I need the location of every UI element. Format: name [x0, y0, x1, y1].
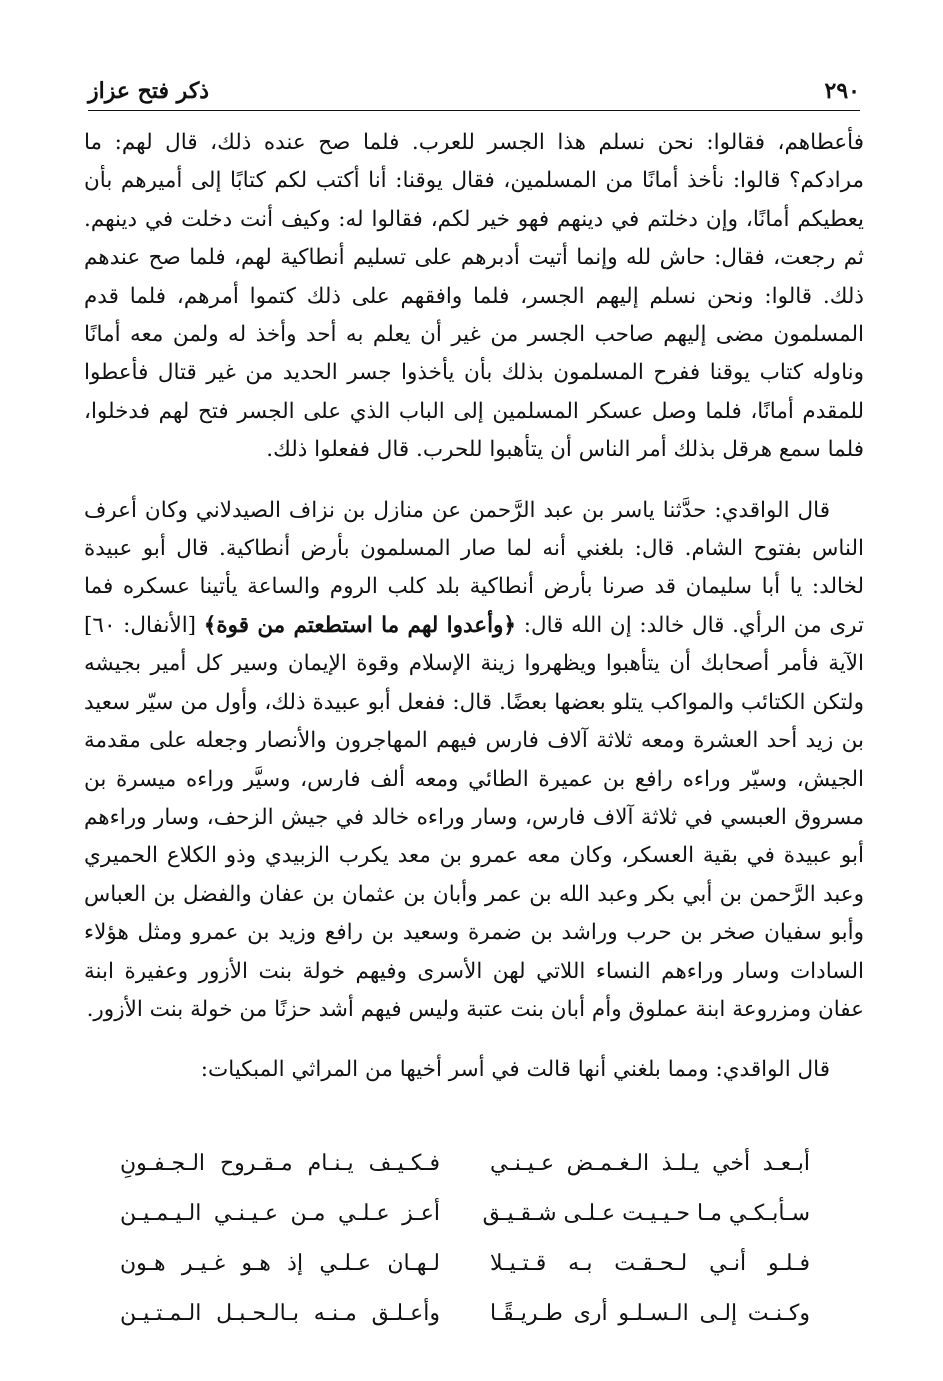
- quran-verse: ﴿وأعدوا لهم ما استطعتم من قوة﴾: [203, 612, 517, 638]
- poem: [120, 1138, 810, 1338]
- paragraph-1: فأعطاهم، فقالوا: نحن نسلم هذا الجسر للعرب. فلما صح عنده ذلك، قال لهم: ما مرادكم؟ قالوا: نأخذ أمانًا من المسلمين، فقال يوقنا: أنا أكتب لكم كتابًا إلى أميرهم بأن يعطيكم أمانًا، وإن دخلتم في دينهم فهو خير لكم، فقالوا له: وكيف أنت دخلت في دينهم. ثم رجعت، فقال: حاش لله وإنما أتيت أدبرهم على تسليم أنطاكية لهم، فلما صح عندهم ذلك. قالوا: ونحن نسلم إليهم الجسر، فلما وافقهم على ذلك كتموا أمرهم، فلما قدم المسلمون مضى إليهم صاحب الجسر من غير أن يعلم به أحد وأخذ له ولمن معه أمانًا وناوله كتاب يوقنا ففرح المسلمون بذلك بأن يأخذوا جسر الحديد من غير قتال فأعطوا للمقدم أمانًا، فلما وصل عسكر المسلمين إلى الباب الذي على الجسر فتح لهم فدخلوا، فلما سمع هرقل بذلك أمر الناس أن يتأهبوا للحرب. قال ففعلوا ذلك.: [84, 130, 864, 463]
- paragraph-2-text-before: قال الواقدي: حدَّثنا ياسر بن عبد الرَّحمن عن منازل بن نزاف الصيدلاني وكان أعرف الناس بفتوح الشام. قال: بلغني أنه لما صار المسلمون بأرض أنطاكية. قال أبو عبيدة لخالد: يا أبا سليمان قد صرنا بأرض أنطاكية بلد كلب الروم والساعة يأتينا عسكره فما ترى من الرأي. قال خالد: إن الله قال:: [84, 497, 864, 638]
- poem-verse: [120, 1288, 810, 1338]
- poem-verse: [120, 1238, 810, 1288]
- poem-verse: [120, 1138, 810, 1188]
- page-header: [88, 74, 860, 111]
- hemistich-second: وأعـلـق مـنـه بـالـحـبـل الـمـتـيـن: [120, 1300, 440, 1326]
- hemistich-second: لـهـان عـلـي إذ هـو غـيـر هـون: [120, 1250, 440, 1276]
- running-title: ذكر فتح عزاز: [88, 78, 210, 104]
- hemistich-first: وكـنـت إلـى الـسـلـو أرى طـريـقًـا: [490, 1300, 810, 1326]
- body-text: [84, 124, 864, 1090]
- hemistich-first: فـلـو أنـي لـحـقـت بـه قـتـيـلا: [490, 1250, 810, 1276]
- hemistich-second: أعـز عـلـي مـن عـيـنـي الـيـمـيـن: [120, 1200, 440, 1226]
- paragraph-2-text-after: [الأنفال: ٦٠] الآية فأمر أصحابك أن يتأهبوا ويظهروا زينة الإسلام وقوة الإيمان وسير كل أمير بجيشه ولتكن الكتائب والمواكب يتلو بعضها بعضًا. قال: ففعل أبو عبيدة ذلك، وأول من سيّر سعيد بن زيد أحد العشرة ومعه ثلاثة آلاف فارس فيهم المهاجرون والأنصار وجعله على مقدمة الجيش، وسيّر وراءه رافع بن عميرة الطائي ومعه ألف فارس، وسيَّر وراءه ميسرة بن مسروق العبسي في ثلاثة آلاف فارس، وسار وراءه خالد في جيش الزحف، وسار وراءهم أبو عبيدة في بقية العسكر، وكان معه عمرو بن معد يكرب الزبيدي وذو الكلاع الحميري وعبد الرَّحمن بن أبي بكر وعبد الله بن عمر وأبان بن عثمان بن عفان والفضل بن العباس وأبو سفيان صخر بن حرب وراشد بن ضمرة وسعيد بن رافع وزيد بن عمرو ومثل هؤلاء السادات وسار وراءهم النساء اللاتي لهن الأسرى وفيهم خولة بنت الأزور وعفيرة ابنة عفان ومزروعة ابنة عملوق وأم أبان بنت عتبة وليس فيهم أشد حزنًا من خولة بنت الأزور.: [84, 612, 864, 1022]
- hemistich-second: فـكـيـف يـنـام مـقـروح الـجـفـونِ: [120, 1150, 440, 1176]
- page-number: ٢٩٠: [824, 78, 860, 104]
- hemistich-first: أبـعـد أخي يـلـذ الـغـمـض عـيـنـي: [490, 1150, 810, 1176]
- poem-intro: قال الواقدي: ومما بلغني أنها قالت في أسر أخيها من المراثي المبكيات:: [200, 1057, 830, 1083]
- hemistich-first: سـأبـكـي مـا حـيـيـت عـلـى شـقـيـق: [482, 1200, 810, 1226]
- paragraph-2: [84, 492, 864, 1030]
- poem-verse: [120, 1188, 810, 1238]
